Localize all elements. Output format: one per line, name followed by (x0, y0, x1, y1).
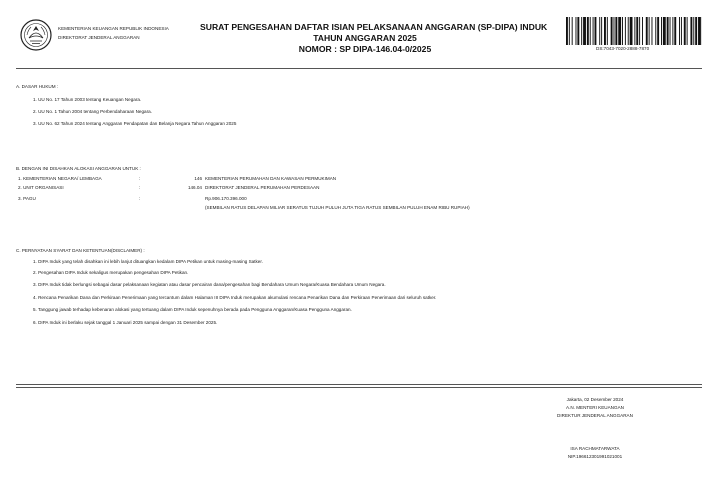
section-b-heading: B. DENGAN INI DISAHKAN ALOKASI ANGGARAN UNTUK : (16, 166, 141, 171)
signatory-name: ISA RACHMATARWATA (570, 446, 620, 451)
document-number: NOMOR : SP DIPA-146.04-0/2025 (298, 44, 432, 54)
signatory-nip: NIP.196612301991021001 (567, 454, 623, 459)
row-colon: : (139, 185, 141, 190)
row-value: KEMENTERIAN PERUMAHAN DAN KAWASAN PERMUKIMAN (205, 176, 337, 181)
row-code: 146.04 (187, 185, 202, 190)
row-colon: : (139, 176, 141, 181)
document-title: SURAT PENGESAHAN DAFTAR ISIAN PELAKSANAAN ANGGARAN (SP-DIPA) INDUK (200, 22, 548, 32)
barcode-icon (566, 17, 702, 45)
signature-title: DIREKTUR JENDERAL ANGGARAN (557, 413, 633, 418)
footer-divider-top (16, 384, 702, 385)
signature-role: A.N. MENTERI KEUANGAN (566, 405, 624, 410)
list-item: 4. Rencana Penarikan Dana dan Perkiraan Penerimaan yang tercantum dalam Halaman III DIPA Induk merupakan akumulasi rencana Penarikan Dana dan Perkiraan Penerimaan dari seluruh satker. (33, 295, 437, 300)
row-colon: : (139, 196, 141, 201)
list-item: 6. DIPA Induk ini berlaku sejak tanggal 1 Januari 2025 sampai dengan 31 Desember 2025. (33, 320, 218, 325)
row-label: 3. PAGU (18, 196, 36, 201)
list-item: 1. UU No. 17 Tahun 2003 tentang Keuangan Negara. (33, 97, 142, 102)
list-item: 5. Tanggung jawab terhadap kebenaran alokasi yang tertuang dalam DIPA Induk sepenuhnya berada pada Pengguna Anggaran/Kuasa Pengguna Anggaran. (33, 307, 352, 312)
header-divider (16, 68, 702, 69)
row-code: 146 (194, 176, 202, 181)
pagu-amount: Rp.906.170.396.000 (205, 196, 247, 201)
footer-divider-bottom (16, 387, 702, 388)
section-c-heading: C. PERNYATAAN SYARAT DAN KETENTUAN(DISCLAIMER) : (16, 248, 145, 253)
ministry-name: KEMENTERIAN KEUANGAN REPUBLIK INDONESIA (58, 26, 169, 31)
signature-place-date: Jakarta, 02 Desember 2024 (566, 397, 624, 402)
row-label: 2. UNIT ORGANISASI (18, 185, 64, 190)
list-item: 2. UU No. 1 Tahun 2004 tentang Perbendaharaan Negara. (33, 109, 152, 114)
document-year: TAHUN ANGGARAN 2025 (313, 33, 417, 43)
ministry-logo-icon (20, 19, 52, 51)
row-label: 1. KEMENTERIAN NEGARA/ LEMBAGA (18, 176, 102, 181)
ds-code: DS:7043-7020-2888-7870 (596, 46, 650, 51)
pagu-words: (SEMBILAN RATUS DELAPAN MILIAR SERATUS TUJUH PULUH JUTA TIGA RATUS SEMBILAN PULUH ENAM RIBU RUPIAH) (205, 205, 470, 210)
directorate-name: DIREKTORAT JENDERAL ANGGARAN (58, 35, 140, 40)
list-item: 1. DIPA Induk yang telah disahkan ini lebih lanjut dituangkan kedalam DIPA Petikan untuk masing-masing Satker. (33, 259, 263, 264)
list-item: 3. UU No. 62 Tahun 2024 tentang Anggaran Pendapatan dan Belanja Negara Tahun Anggaran 2025 (33, 121, 237, 126)
list-item: 2. Pengesahan DIPA Induk sekaligus merupakan pengesahan DIPA Petikan. (33, 270, 189, 275)
list-item: 3. DIPA Induk tidak berlungsi sebagai dasar pelaksanaan kegiatan atau dasar pencairan dana/pengesahan bagi Bendahara Umum Negara/Kuasa Bendahara Umum Negara. (33, 282, 386, 287)
row-value: DIREKTORAT JENDERAL PERUMAHAN PERDESAAN (205, 185, 320, 190)
section-a-heading: A. DASAR HUKUM : (16, 84, 59, 89)
